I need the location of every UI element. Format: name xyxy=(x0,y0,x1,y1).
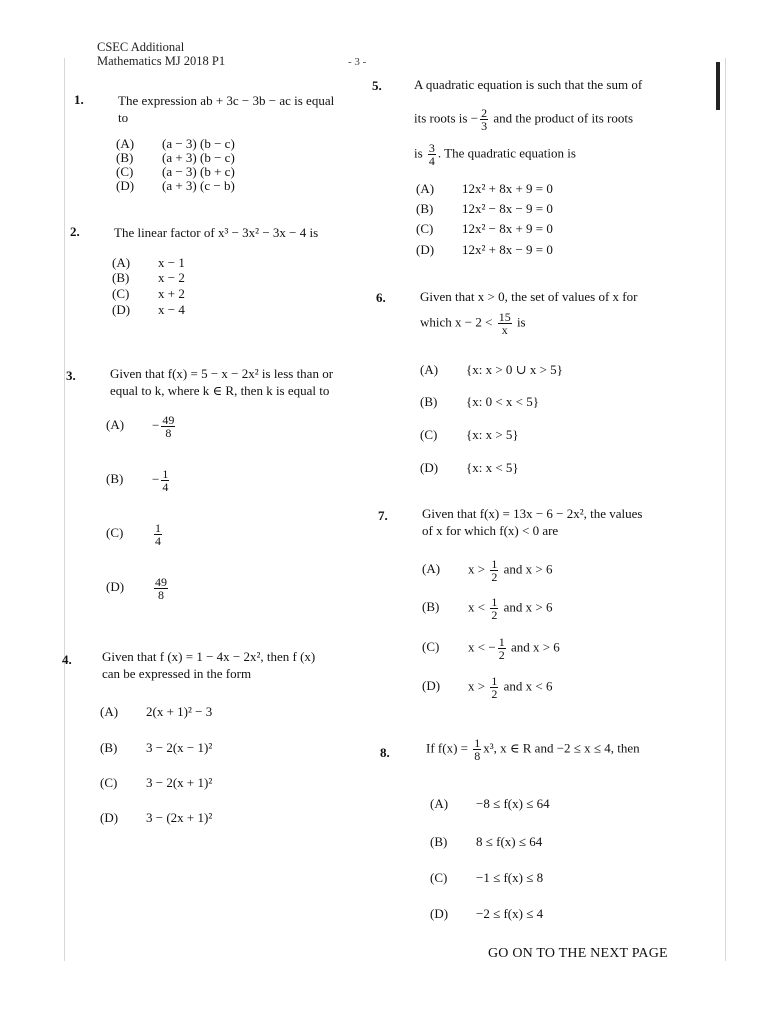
option-label: (D) xyxy=(116,178,135,193)
option-label: (D) xyxy=(430,906,449,921)
option-a[interactable] xyxy=(100,704,212,720)
option-label: (D) xyxy=(106,579,125,595)
question-text-line xyxy=(414,142,704,167)
fraction-numerator: 49 xyxy=(155,575,167,589)
option-text: {x: x > 5} xyxy=(466,427,519,442)
fraction xyxy=(154,522,162,547)
option-d[interactable] xyxy=(422,675,552,700)
header-line-1: CSEC Additional xyxy=(97,40,185,54)
fraction xyxy=(473,737,481,762)
fraction xyxy=(154,576,168,601)
option-d[interactable] xyxy=(106,576,170,601)
option-label: (B) xyxy=(112,270,130,285)
option-label: (B) xyxy=(416,201,434,216)
option-d[interactable] xyxy=(100,810,212,826)
text-part: x³, x ∈ R and −2 ≤ x ≤ 4, then xyxy=(483,740,640,756)
option-text: {x: 0 < x < 5} xyxy=(466,394,540,409)
scan-mark xyxy=(716,62,720,110)
option-d[interactable] xyxy=(420,460,519,476)
text-part: is xyxy=(516,314,526,330)
option-text: {x: x < 5} xyxy=(466,460,519,475)
option-text: x − 4 xyxy=(158,302,185,317)
text-part: If f(x) = xyxy=(426,740,468,756)
option-text: 12x² − 8x − 9 = 0 xyxy=(462,201,553,216)
option-b[interactable] xyxy=(422,596,552,621)
fraction xyxy=(161,468,169,493)
text-part: its roots is xyxy=(414,110,468,126)
option-label: (C) xyxy=(420,427,438,442)
option-label: (D) xyxy=(420,460,439,475)
option-c[interactable] xyxy=(112,286,185,302)
question-text-line: equal to k, where k ∈ R, then k is equal to xyxy=(110,383,330,398)
text-part: . The quadratic equation is xyxy=(437,145,576,161)
option-text: 3 − 2(x + 1)² xyxy=(146,775,213,790)
option-pre: x > xyxy=(468,678,486,694)
question-text-line: of x for which f(x) < 0 are xyxy=(422,523,559,538)
option-label: (C) xyxy=(430,870,448,885)
option-a[interactable] xyxy=(112,255,185,271)
option-text: 12x² − 8x + 9 = 0 xyxy=(462,221,553,236)
option-label: (A) xyxy=(430,796,449,811)
option-b[interactable] xyxy=(416,201,553,217)
option-label: (A) xyxy=(416,181,435,196)
fraction xyxy=(428,142,436,167)
question-1-text xyxy=(118,92,363,126)
page-number: - 3 - xyxy=(348,56,367,68)
fraction-denominator: 2 xyxy=(491,608,498,622)
option-label: (A) xyxy=(112,255,131,270)
option-label: (B) xyxy=(100,740,118,755)
question-text-line: A quadratic equation is such that the sum of xyxy=(414,77,643,92)
option-label: (C) xyxy=(100,775,118,790)
fraction-numerator: 3 xyxy=(428,141,435,155)
option-text: −1 ≤ f(x) ≤ 8 xyxy=(476,870,544,885)
fraction xyxy=(498,636,506,661)
option-label: (A) xyxy=(422,561,441,577)
option-label: (B) xyxy=(430,834,448,849)
fraction-denominator: x xyxy=(501,323,508,337)
option-label: (B) xyxy=(116,150,134,165)
option-text: x − 1 xyxy=(158,255,185,270)
fraction-numerator: 1 xyxy=(498,635,505,649)
option-pre: x < xyxy=(468,639,486,655)
option-label: (C) xyxy=(106,525,124,541)
question-text-line: Given that f(x) = 5 − x − 2x² is less than or xyxy=(110,366,334,381)
question-text-line: Given that f(x) = 13x − 6 − 2x², the values xyxy=(422,506,643,521)
option-d[interactable] xyxy=(116,178,235,194)
option-c[interactable] xyxy=(430,870,543,886)
header-line-2: Mathematics MJ 2018 P1 xyxy=(97,54,226,68)
fraction xyxy=(490,558,498,583)
fraction-numerator: 15 xyxy=(498,310,511,324)
option-a[interactable] xyxy=(422,558,552,583)
option-text: (a − 3) (b − c) xyxy=(162,136,235,151)
question-number: 4. xyxy=(62,652,72,667)
option-c[interactable] xyxy=(420,427,519,443)
option-text: (a − 3) (b + c) xyxy=(162,164,235,179)
question-number: 5. xyxy=(372,78,382,93)
option-b[interactable] xyxy=(106,468,171,493)
option-label: (B) xyxy=(420,394,438,409)
question-text-line: Given that x > 0, the set of values of x for xyxy=(420,289,638,304)
question-5-text xyxy=(414,76,704,167)
option-sign: − xyxy=(152,471,160,487)
fraction xyxy=(490,675,498,700)
option-label: (C) xyxy=(116,164,134,179)
option-c[interactable] xyxy=(106,522,164,547)
fraction-numerator: 49 xyxy=(162,413,175,427)
option-d[interactable] xyxy=(112,302,185,318)
question-number: 3. xyxy=(66,368,76,383)
option-sign: − xyxy=(488,639,496,655)
option-post: and x > 6 xyxy=(510,639,560,655)
option-label: (A) xyxy=(116,136,135,151)
option-b[interactable] xyxy=(420,394,539,410)
fraction xyxy=(161,414,175,439)
fraction-numerator: 1 xyxy=(155,521,161,535)
question-text-line xyxy=(420,311,700,336)
question-text-line: The expression ab + 3c − 3b − ac is equal xyxy=(118,93,335,108)
question-2-text: The linear factor of x³ − 3x² − 3x − 4 is xyxy=(114,225,319,240)
option-text: 3 − 2(x − 1)² xyxy=(146,740,213,755)
option-label: (D) xyxy=(100,810,119,825)
option-a[interactable] xyxy=(420,362,563,378)
fraction xyxy=(490,596,498,621)
option-text: (a + 3) (c − b) xyxy=(162,178,235,193)
question-number: 2. xyxy=(70,224,80,239)
fraction-numerator: 1 xyxy=(491,557,498,571)
fraction-numerator: 2 xyxy=(481,106,488,120)
option-label: (B) xyxy=(106,471,124,487)
question-7-text xyxy=(422,505,702,539)
question-number: 7. xyxy=(378,508,388,523)
text-part: is xyxy=(414,145,423,161)
question-number: 6. xyxy=(376,290,386,305)
fraction-denominator: 3 xyxy=(481,119,488,133)
option-label: (D) xyxy=(416,242,435,257)
fraction-denominator: 8 xyxy=(165,426,172,440)
option-label: (A) xyxy=(420,362,439,377)
option-text: −2 ≤ f(x) ≤ 4 xyxy=(476,906,544,921)
fraction-sign: − xyxy=(470,110,479,126)
question-6-text xyxy=(420,288,700,336)
option-text: x + 2 xyxy=(158,286,185,301)
option-text: 2(x + 1)² − 3 xyxy=(146,704,213,719)
option-c[interactable] xyxy=(416,221,553,237)
question-8-text xyxy=(426,737,706,762)
go-on-next-page: GO ON TO THE NEXT PAGE xyxy=(488,946,668,961)
option-label: (D) xyxy=(112,302,131,317)
fraction-numerator: 1 xyxy=(491,674,498,688)
question-text-line: Given that f (x) = 1 − 4x − 2x², then f (x) xyxy=(102,649,316,664)
fraction-denominator: 8 xyxy=(474,749,481,763)
option-label: (C) xyxy=(112,286,130,301)
question-3-text xyxy=(110,365,370,399)
option-text: −8 ≤ f(x) ≤ 64 xyxy=(476,796,550,811)
option-label: (C) xyxy=(422,639,440,655)
option-post: and x > 6 xyxy=(503,561,553,577)
fraction-numerator: 1 xyxy=(162,467,169,481)
option-d[interactable] xyxy=(416,242,553,258)
question-text-line: can be expressed in the form xyxy=(102,666,252,681)
exam-header xyxy=(97,40,225,68)
option-b[interactable] xyxy=(100,740,212,756)
option-pre: x > xyxy=(468,561,486,577)
fraction-denominator: 2 xyxy=(491,687,498,701)
option-b[interactable] xyxy=(430,834,542,850)
option-text: 12x² + 8x + 9 = 0 xyxy=(462,181,553,196)
option-label: (A) xyxy=(106,417,125,433)
option-a[interactable] xyxy=(416,181,553,197)
option-a[interactable] xyxy=(106,414,177,439)
option-b[interactable] xyxy=(112,270,185,286)
text-part: and the product of its roots xyxy=(493,110,634,126)
question-number: 8. xyxy=(380,745,390,760)
fraction-numerator: 1 xyxy=(474,736,481,750)
fraction xyxy=(480,107,488,132)
fraction-numerator: 1 xyxy=(491,595,498,609)
text-part: which x − 2 < xyxy=(420,314,493,330)
fraction-denominator: 4 xyxy=(155,534,161,548)
fraction-denominator: 8 xyxy=(158,588,164,602)
option-text: {x: x > 0 ∪ x > 5} xyxy=(466,362,563,377)
option-a[interactable] xyxy=(430,796,550,812)
option-label: (A) xyxy=(100,704,119,719)
option-text: x − 2 xyxy=(158,270,185,285)
question-text-line xyxy=(414,107,704,132)
option-text: 12x² + 8x − 9 = 0 xyxy=(462,242,553,257)
fraction-denominator: 4 xyxy=(428,154,435,168)
option-sign: − xyxy=(152,417,160,433)
option-post: and x < 6 xyxy=(503,678,553,694)
fraction-denominator: 4 xyxy=(162,480,169,494)
option-text: 3 − (2x + 1)² xyxy=(146,810,213,825)
option-label: (C) xyxy=(416,221,434,236)
question-number: 1. xyxy=(74,92,84,107)
option-text: (a + 3) (b − c) xyxy=(162,150,235,165)
option-text: 8 ≤ f(x) ≤ 64 xyxy=(476,834,543,849)
fraction-denominator: 2 xyxy=(491,570,498,584)
option-c[interactable] xyxy=(100,775,212,791)
fraction xyxy=(498,311,512,336)
option-c[interactable] xyxy=(422,636,560,661)
question-4-text xyxy=(102,648,372,682)
option-label: (D) xyxy=(422,678,441,694)
option-post: and x > 6 xyxy=(503,599,553,615)
option-pre: x < xyxy=(468,599,486,615)
question-text-line: to xyxy=(118,110,129,125)
option-d[interactable] xyxy=(430,906,543,922)
fraction-denominator: 2 xyxy=(498,648,505,662)
option-label: (B) xyxy=(422,599,440,615)
